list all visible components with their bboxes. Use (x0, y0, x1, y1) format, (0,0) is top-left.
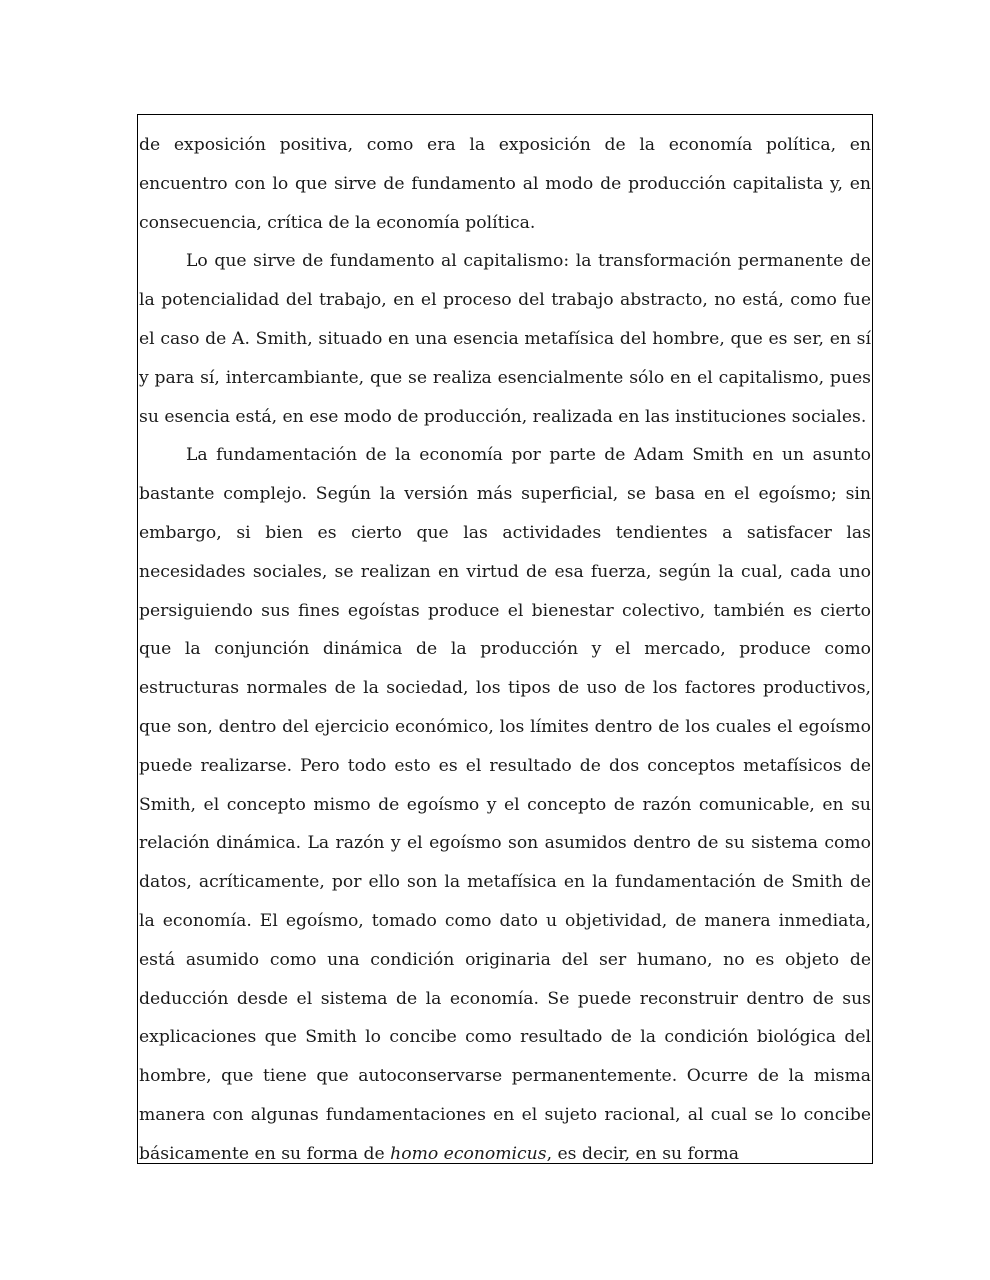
paragraph-2: Lo que sirve de fundamento al capitalismo: la transformación permanente de la potencialidad del trabajo, en el proceso del trabajo abstracto, no está, como fue el caso de A. Smith, situado en una esencia metafísica del hombre, que es ser, en sí y para sí, intercambiante, que se realiza esencialmente sólo en el capitalismo, pues su esencia está, en ese modo de producción, realizada en las instituciones sociales. (139, 251, 871, 427)
paragraph-3-text-end: , es decir, en su forma (546, 1143, 740, 1164)
paragraph-1: de exposición positiva, como era la exposición de la economía política, en encuentro con lo que sirve de fundamento al modo de producción capitalista y, en consecuencia, crítica de la economía política. (139, 135, 871, 233)
paragraph-3-text: La fundamentación de la economía por parte de Adam Smith en un asunto bastante complejo. Según la versión más superficial, se basa en el egoísmo; sin embargo, si bien es cierto que las actividades tendientes a satisfacer las necesidades sociales, se realizan en virtud de esa fuerza, según la cual, cada uno persiguiendo sus fines egoístas produce el bienestar colectivo, también es cierto que la conjunción dinámica de la producción y el mercado, produce como estructuras normales de la sociedad, los tipos de uso de los factores productivos, que son, dentro del ejercicio económico, los límites dentro de los cuales el egoísmo puede realizarse. Pero todo esto es el resultado de dos conceptos metafísicos de Smith, el concepto mismo de egoísmo y el concepto de razón comunicable, en su relación dinámica. La razón y el egoísmo son asumidos dentro de su sistema como datos, acríticamente, por ello son la metafísica en la fundamentación de Smith de la economía. El egoísmo, tomado como dato u objetividad, de manera inmediata, está asumido como una condición originaria del ser humano, no es objeto de deducción desde el sistema de la economía. Se puede reconstruir dentro de sus explicaciones que Smith lo concibe como resultado de la condición biológica del hombre, que tiene que autoconservarse permanentemente. Ocurre de la misma manera con algunas fundamentaciones en el sujeto racional, al cual se lo concibe básicamente en su forma de (139, 445, 871, 1164)
paragraph-3 (139, 436, 871, 1173)
italic-term-homo-economicus: homo economicus (390, 1143, 547, 1164)
document-body (139, 126, 871, 1174)
